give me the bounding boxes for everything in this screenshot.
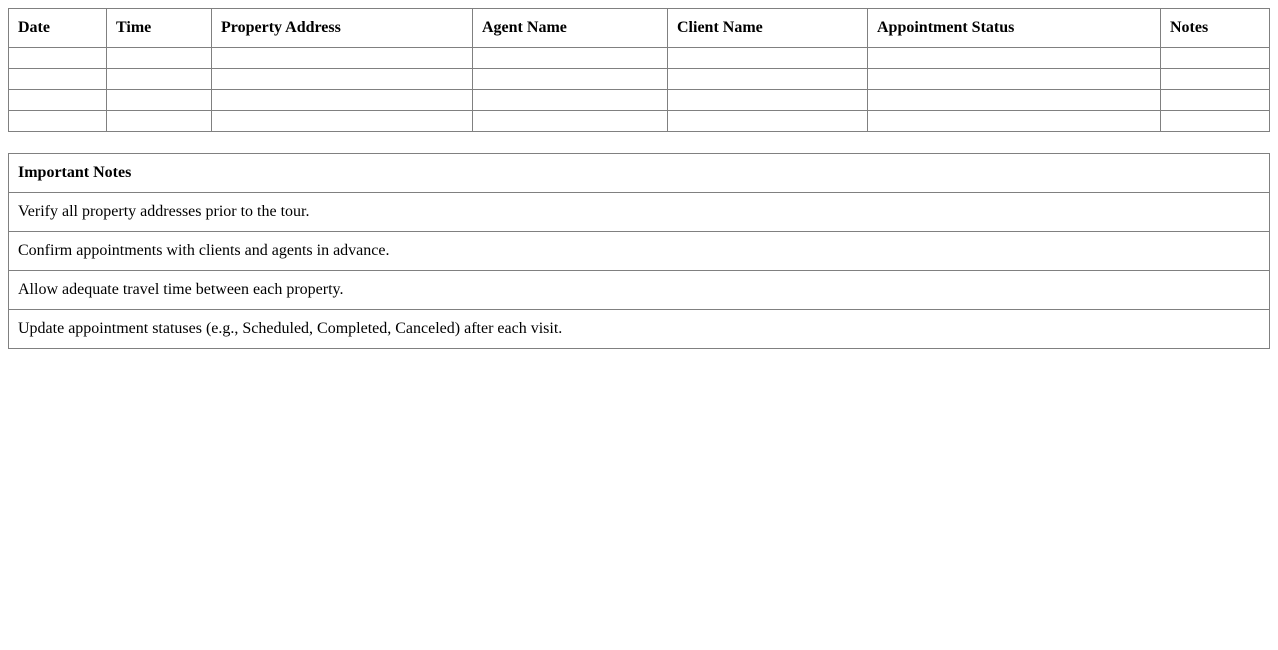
empty-cell-agent-name [473, 48, 668, 69]
empty-cell-appointment-status [868, 111, 1161, 132]
note-text: Confirm appointments with clients and agents in advance. [9, 232, 1270, 271]
important-notes-title: Important Notes [9, 154, 1270, 193]
note-row [9, 193, 1270, 232]
appointments-empty-row [9, 90, 1270, 111]
empty-cell-agent-name [473, 111, 668, 132]
important-notes-header-row [9, 154, 1270, 193]
empty-cell-date [9, 90, 107, 111]
note-text: Update appointment statuses (e.g., Scheduled, Completed, Canceled) after each visit. [9, 310, 1270, 349]
empty-cell-time [107, 90, 212, 111]
empty-cell-client-name [668, 48, 868, 69]
important-notes-table [8, 153, 1270, 349]
empty-cell-agent-name [473, 69, 668, 90]
empty-cell-time [107, 48, 212, 69]
column-header-notes: Notes [1161, 9, 1270, 48]
empty-cell-property-address [212, 90, 473, 111]
appointments-empty-row [9, 69, 1270, 90]
empty-cell-time [107, 111, 212, 132]
note-row [9, 271, 1270, 310]
empty-cell-property-address [212, 69, 473, 90]
appointments-empty-row [9, 48, 1270, 69]
column-header-client-name: Client Name [668, 9, 868, 48]
note-text: Verify all property addresses prior to the tour. [9, 193, 1270, 232]
column-header-date: Date [9, 9, 107, 48]
column-header-property-address: Property Address [212, 9, 473, 48]
empty-cell-notes [1161, 111, 1270, 132]
empty-cell-property-address [212, 111, 473, 132]
empty-cell-notes [1161, 90, 1270, 111]
note-text: Allow adequate travel time between each property. [9, 271, 1270, 310]
appointments-table [8, 8, 1270, 132]
empty-cell-client-name [668, 111, 868, 132]
note-row [9, 310, 1270, 349]
empty-cell-appointment-status [868, 69, 1161, 90]
note-row [9, 232, 1270, 271]
empty-cell-time [107, 69, 212, 90]
empty-cell-appointment-status [868, 90, 1161, 111]
appointments-empty-row [9, 111, 1270, 132]
column-header-time: Time [107, 9, 212, 48]
empty-cell-notes [1161, 69, 1270, 90]
empty-cell-date [9, 48, 107, 69]
empty-cell-date [9, 69, 107, 90]
appointments-header-row [9, 9, 1270, 48]
column-header-appointment-status: Appointment Status [868, 9, 1161, 48]
empty-cell-date [9, 111, 107, 132]
empty-cell-property-address [212, 48, 473, 69]
empty-cell-client-name [668, 90, 868, 111]
empty-cell-client-name [668, 69, 868, 90]
empty-cell-appointment-status [868, 48, 1161, 69]
empty-cell-notes [1161, 48, 1270, 69]
empty-cell-agent-name [473, 90, 668, 111]
column-header-agent-name: Agent Name [473, 9, 668, 48]
